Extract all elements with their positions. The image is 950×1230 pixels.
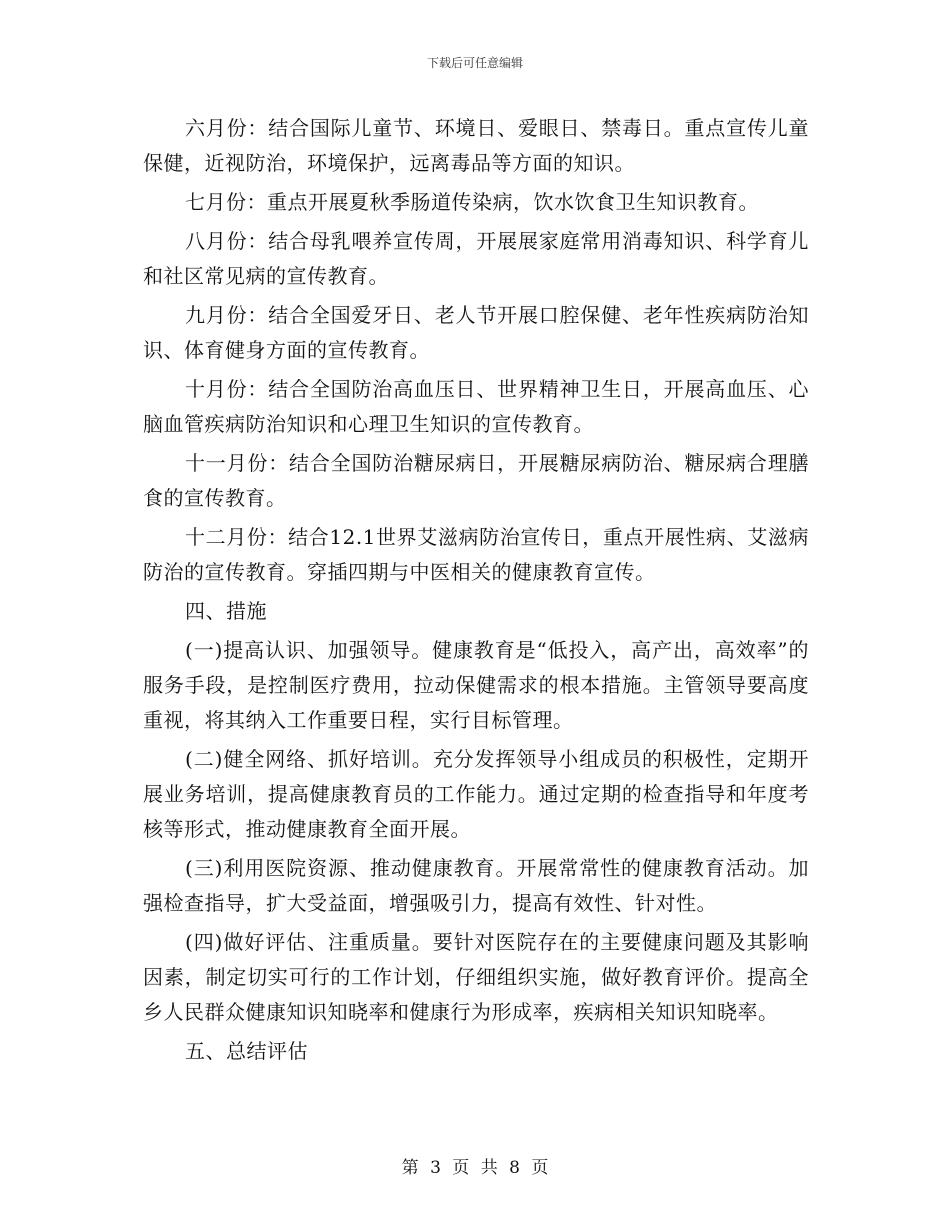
document-body (143, 111, 809, 1073)
page-number: 第 3 页 共 8 页 (401, 1158, 549, 1178)
paragraph-december: 十二月份：结合12.1世界艾滋病防治宣传日，重点开展性病、艾滋病防治的宣传教育。穿插四期与中医相关的健康教育宣传。 (143, 525, 809, 584)
paragraph-august: 八月份：结合母乳喂养宣传周，开展展家庭常用消毒知识、科学育儿和社区常见病的宣传教育。 (143, 229, 809, 288)
paragraph-june: 六月份：结合国际儿童节、环境日、爱眼日、禁毒日。重点宣传儿童保健，近视防治，环境保护，远离毒品等方面的知识。 (143, 116, 809, 175)
paragraph-september: 九月份：结合全国爱牙日、老人节开展口腔保健、老年性疾病防治知识、体育健身方面的宣传教育。 (143, 303, 809, 362)
paragraph-november: 十一月份：结合全国防治糖尿病日，开展糖尿病防治、糖尿病合理膳食的宣传教育。 (143, 451, 809, 510)
paragraph-measure-1: (一)提高认识、加强领导。健康教育是“低投入，高产出，高效率”的服务手段，是控制医疗费用，拉动保健需求的根本措施。主管领导要高度重视，将其纳入工作重要日程，实行目标管理。 (143, 638, 809, 732)
paragraph-measure-3: (三)利用医院资源、推动健康教育。开展常常性的健康教育活动。加强检查指导，扩大受益面，增强吸引力，提高有效性、针对性。 (143, 856, 809, 915)
page-header: 下载后可任意编辑 (426, 56, 523, 70)
section-heading-measures: 四、措施 (185, 599, 267, 623)
paragraph-october: 十月份：结合全国防治高血压日、世界精神卫生日，开展高血压、心脑血管疾病防治知识和心理卫生知识的宣传教育。 (143, 377, 809, 436)
paragraph-measure-4: (四)做好评估、注重质量。要针对医院存在的主要健康问题及其影响因素，制定切实可行的工作计划，仔细组织实施，做好教育评价。提高全乡人民群众健康知识知晓率和健康行为形成率，疾病相关知识知晓率。 (143, 930, 809, 1024)
paragraph-measure-2: (二)健全网络、抓好培训。充分发挥领导小组成员的积极性，定期开展业务培训，提高健康教育员的工作能力。通过定期的检查指导和年度考核等形式，推动健康教育全面开展。 (143, 747, 809, 841)
section-heading-summary: 五、总结评估 (185, 1039, 308, 1063)
paragraph-july: 七月份：重点开展夏秋季肠道传染病，饮水饮食卫生知识教育。 (185, 190, 759, 214)
